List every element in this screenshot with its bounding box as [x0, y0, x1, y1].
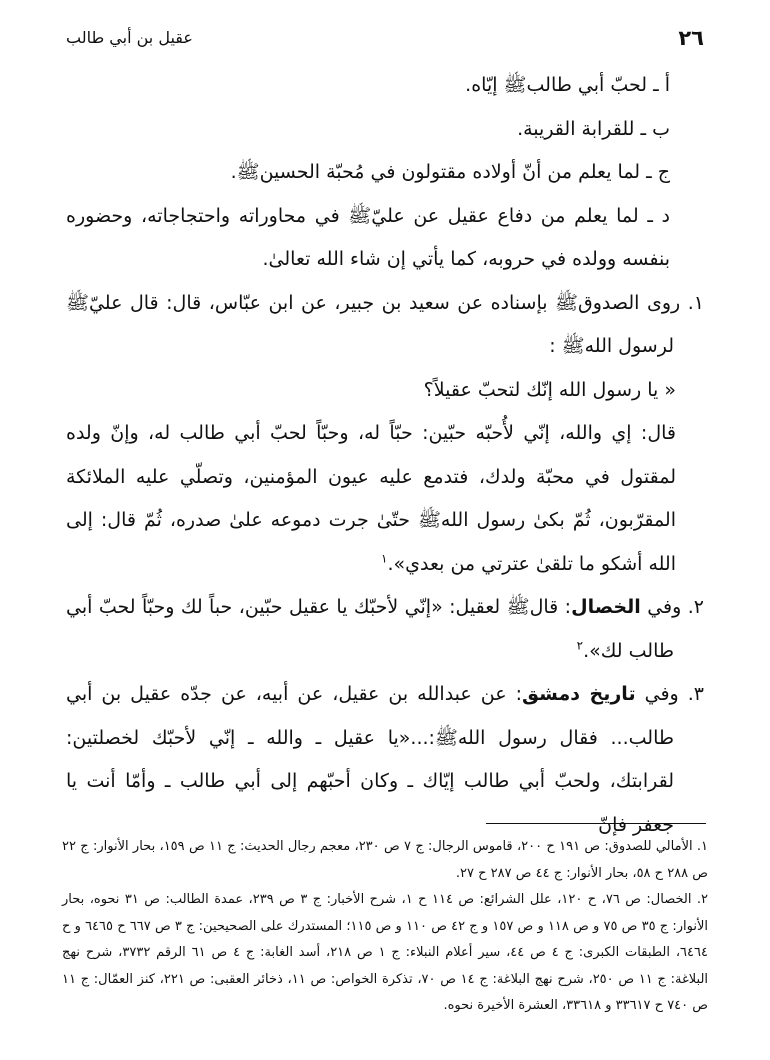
narration-2-source: الخصال: [571, 596, 641, 618]
footnote-divider: [486, 823, 706, 824]
page-number: ٢٦: [678, 26, 704, 50]
list-item-b: ب ـ للقرابة القريبة.: [517, 117, 670, 140]
running-title: عقيل بن أبي طالب: [66, 28, 193, 47]
footnote-1: ١. الأمالي للصدوق: ص ١٩١ ح ٢٠٠، قاموس الرجال: ج ٧ ص ٢٣٠، معجم رجال الحديث: ج ١١ ص ١٥٩، بحار الأنوار: ج ٢٢ ص ٢٨٨ ح ٥٨، بحار الأنوار: ج ٤٤ ص ٢٨٧ ح ٢٧.: [62, 839, 709, 881]
page-header: [66, 26, 704, 60]
narration-3-text: : عن عبدالله بن عقيل، عن أبيه، عن جدّه عقيل بن أبي طالب... فقال رسول اللهﷺ:...«يا عقيل ـ والله ـ إنّي لأحبّك لخصلتين: لقرابتك، ولحبّ أبي طالب إيّاك ـ وكان أحبّهم إلى أبي طالب ـ وأمّا أنت يا جعفر فإنّ: [66, 683, 674, 836]
narration-1-number: ١.: [687, 291, 704, 314]
quote-answer: [66, 412, 704, 586]
list-item-c: ج ـ لما يعلم من أنّ أولاده مقتولون في مُحبّة الحسينﷺ.: [230, 161, 670, 183]
quote-question: « يا رسول الله إنّك لتحبّ عقيلاً؟: [423, 378, 676, 401]
main-text: [66, 64, 704, 847]
narration-2-number: ٢.: [687, 596, 704, 618]
narration-3-source: تاريخ دمشق: [521, 683, 636, 705]
narration-1: [66, 282, 704, 369]
narration-2-prefix: وفي: [647, 596, 682, 618]
footnote-2: ٢. الخصال: ص ٧٦، ح ١٢٠، علل الشرائع: ص ١١٤ ح ١، شرح الأخبار: ج ٣ ص ٢٣٩، عمدة الطالب: ص ٣١ نحوه، بحار الأنوار: ج ٣٥ ص ٧٥ و ص ١١٨ و ص ١٥٧ و ج ٤٢ ص ١١٠ و ص ١١٥؛ المستدرك على الصحيحين: ج ٣ ص ٦٦٧ ح ٦٤٦٥ و ح ٦٤٦٤، الطبقات الكبرى: ج ٤ ص ٤٤، سير أعلام النبلاء: ج ١ ص ٢١٨، أسد الغابة: ج ٤ ص ٦١ الرقم ٣٧٣٢، شرح نهج البلاغة: ج ١١ ص ٢٥٠، شرح نهج البلاغة: ج ١٤ ص ٧٠، تذكرة الخواص: ص ١١، ذخائر العقبى: ص ٢٢١، كنز العمّال: ج ١١ ص ٧٤٠ ح ٣٣٦١٧ و ٣٣٦١٨، العشرة الأخيرة نحوه.: [62, 892, 709, 1013]
list-item-a: أ ـ لحبّ أبي طالبﷺ إيّاه.: [465, 74, 670, 96]
narration-3: [66, 673, 704, 847]
footnote-ref-2: ٢: [576, 638, 584, 653]
footnote-ref-1: ١: [380, 551, 388, 566]
narration-2-text: : قالﷺ لعقيل: «إنّي لأحبّك يا عقيل حبّين، حباً لك وحبّاً لحبّ أبي طالب لك».: [66, 596, 674, 662]
list-item-d: [66, 195, 704, 282]
narration-3-number: ٣.: [687, 683, 704, 705]
quote-answer-text: قال: إي والله، إنّي لأُحبّه حبّين: حبّاً له، وحبّاً لحبّ أبي طالب له، وإنّ ولده لمقتول في محبّة ولدك، فتدمع عليه عيون المؤمنين، وتصلّي عليه الملائكة المقرّبون، ثُمّ بكىٰ رسول اللهﷺ حتّىٰ جرت دموعه علىٰ صدره، ثُمّ قال: إلى الله أشكو ما تلقىٰ عترتي من بعدي».: [66, 422, 676, 575]
footnotes: [62, 834, 708, 1020]
narration-2: [66, 586, 704, 673]
narration-1-text: روى الصدوقﷺ بإسناده عن سعيد بن جبير، عن ابن عبّاس، قال: قال عليّﷺ لرسول اللهﷺ :: [66, 291, 681, 357]
list-item-d-text: د ـ لما يعلم من دفاع عقيل عن عليّﷺ في محاوراته واحتجاجاته، وحضوره بنفسه وولده في حروبه، كما يأتي إن شاء الله تعالىٰ.: [66, 204, 670, 270]
narration-3-prefix: وفي: [644, 683, 679, 705]
